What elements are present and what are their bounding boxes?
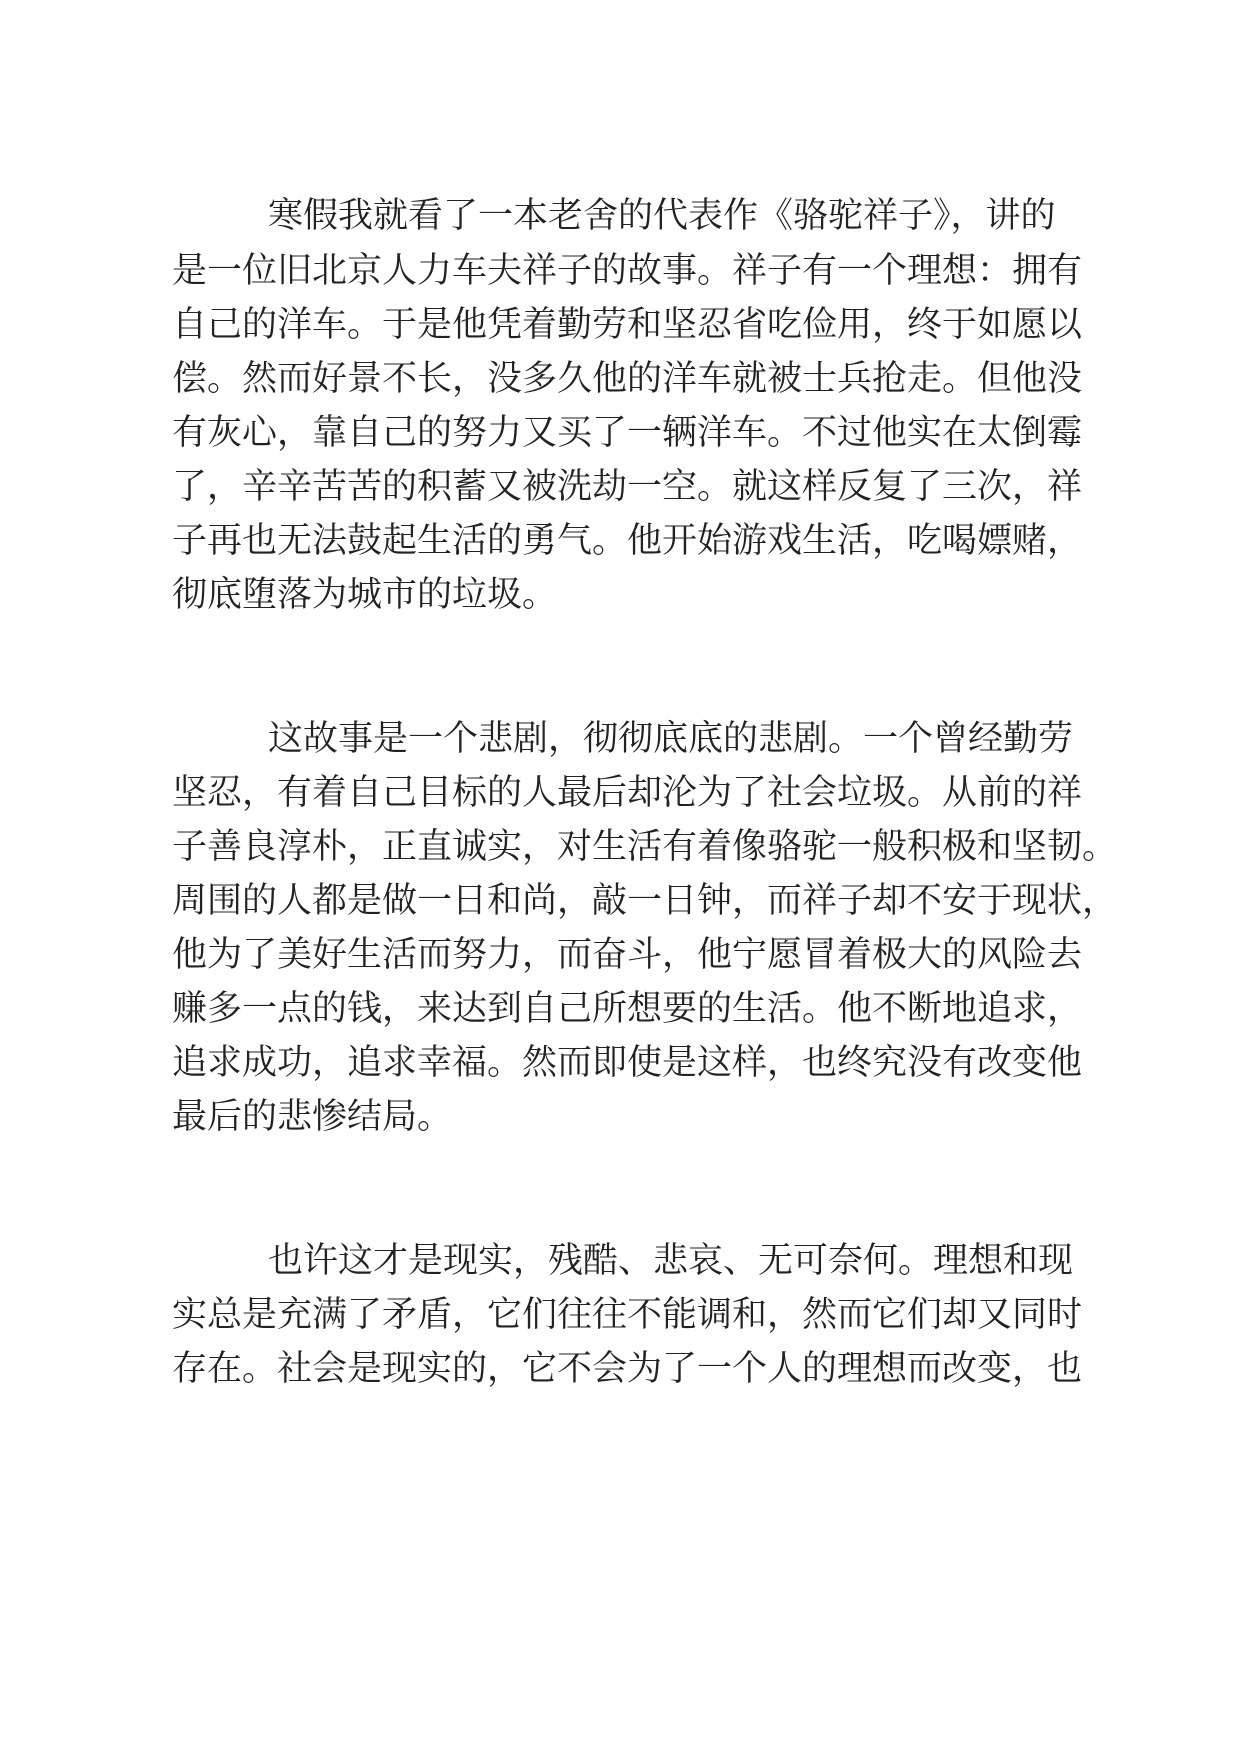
paragraph-1-line-4: 偿。然而好景不长，没多久他的洋车就被士兵抢走。但他没 xyxy=(172,359,1083,399)
paragraph-2-line-1: 这故事是一个悲剧，彻彻底底的悲剧。一个曾经勤劳 xyxy=(268,719,1074,759)
paragraph-2-line-4: 周围的人都是做一日和尚，敲一日钟，而祥子却不安于现状， xyxy=(172,881,1118,921)
paragraph-1-line-5: 有灰心，靠自己的努力又买了一辆洋车。不过他实在太倒霉 xyxy=(172,413,1083,453)
paragraph-2-line-8: 最后的悲惨结局。 xyxy=(172,1097,453,1137)
paragraph-1-line-1: 寒假我就看了一本老舍的代表作《骆驼祥子》，讲的 xyxy=(268,196,1056,236)
paragraph-1-line-7: 子再也无法鼓起生活的勇气。他开始游戏生活，吃喝嫖赌， xyxy=(172,521,1083,561)
paragraph-1-line-6: 了，辛辛苦苦的积蓄又被洗劫一空。就这样反复了三次，祥 xyxy=(172,467,1083,507)
paragraph-2-line-7: 追求成功，追求幸福。然而即使是这样，也终究没有改变他 xyxy=(172,1043,1083,1083)
paragraph-3-line-3: 存在。社会是现实的，它不会为了一个人的理想而改变，也 xyxy=(172,1349,1083,1389)
paragraph-2-line-2: 坚忍，有着自己目标的人最后却沦为了社会垃圾。从前的祥 xyxy=(172,773,1083,813)
paragraph-2-line-3: 子善良淳朴，正直诚实，对生活有着像骆驼一般积极和坚韧。 xyxy=(172,827,1118,867)
paragraph-1-line-2: 是一位旧北京人力车夫祥子的故事。祥子有一个理想：拥有 xyxy=(172,251,1083,291)
paragraph-3-line-1: 也许这才是现实，残酷、悲哀、无可奈何。理想和现 xyxy=(268,1241,1074,1281)
paragraph-1-line-8: 彻底堕落为城市的垃圾。 xyxy=(172,575,558,615)
paragraph-3-line-2: 实总是充满了矛盾，它们往往不能调和，然而它们却又同时 xyxy=(172,1295,1083,1335)
paragraph-2-line-6: 赚多一点的钱，来达到自己所想要的生活。他不断地追求， xyxy=(172,989,1083,1029)
paragraph-1-line-3: 自己的洋车。于是他凭着勤劳和坚忍省吃俭用，终于如愿以 xyxy=(172,305,1083,345)
paragraph-2-line-5: 他为了美好生活而努力，而奋斗，他宁愿冒着极大的风险去 xyxy=(172,935,1083,975)
